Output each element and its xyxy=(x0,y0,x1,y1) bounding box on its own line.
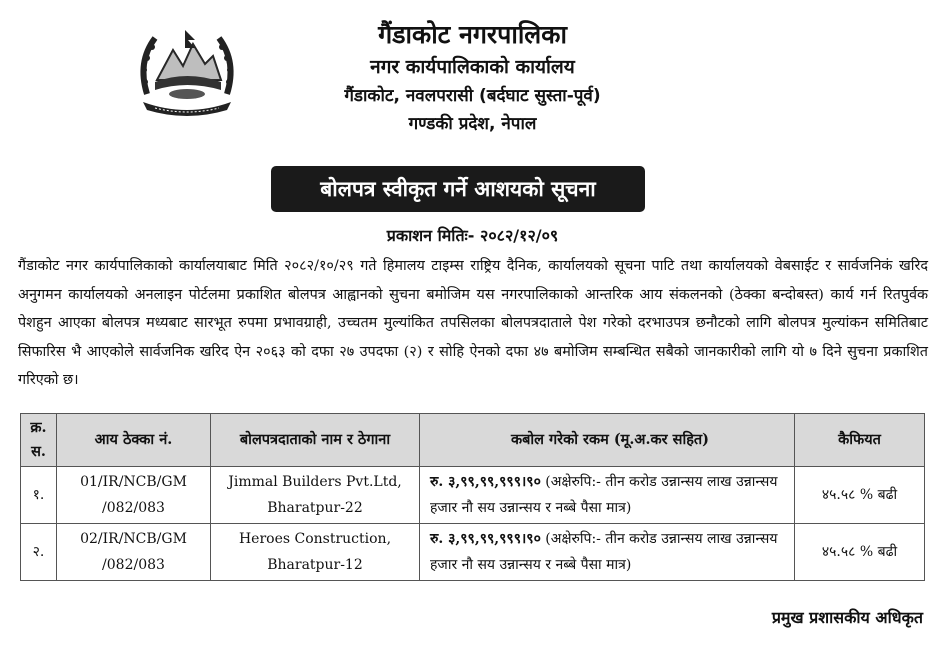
cell-contract-no: 02/IR/NCB/GM /082/083 xyxy=(57,524,211,581)
header-bidder: बोलपत्रदाताको नाम र ठेगाना xyxy=(211,414,420,467)
nepal-coat-of-arms-icon xyxy=(133,22,241,116)
signature-title: प्रमुख प्रशासकीय अधिकृत xyxy=(771,608,923,627)
cell-remark: ४५.५८ % बढी xyxy=(795,467,925,524)
office-name: नगर कार्यपालिकाको कार्यालय xyxy=(370,56,575,78)
organization-name: गैंडाकोट नगरपालिका xyxy=(378,20,567,49)
notice-body: गैंडाकोट नगर कार्यपालिकाको कार्यालयाबाट मिति २०८२/१०/२९ गते हिमालय टाइम्स राष्ट्रिय दैनिक, कार्यालयको सूचना पाटि तथा कार्यालयको वेबसाईट र सार्वजनिकं खरिद अनुगमन कार्यालयको अनलाइन पोर्टलमा प्रकाशित बोलपत्र आह्वानको सुचना बमोजिम यस नगरपालिकाको आन्तरिक आय संकलनको (ठेक्का बन्दोबस्त) कार्य गर्न रितपुर्वक पेशहुन आएका बोलपत्र मध्यबाट सारभूत रुपमा प्रभावग्राही, उच्चतम मुल्यांकित तपसिलका बोलपत्रदाताले पेश गरेको दरभाउपत्र छनौटको लागि बोलपत्र मुल्यांकन समितिबाट सिफारिस भै आएकोले सार्वजनिक खरिद ऐन २०६३ को दफा २७ उपदफा (२) र सोहि ऐनको दफा ४७ बमोजिम सम्बन्धित सबैको जानकारीको लागि यो ७ दिने सुचना प्रकाशित गरिएको छ। xyxy=(18,258,928,388)
bid-table xyxy=(20,413,925,581)
province-name: गण्डकी प्रदेश, नेपाल xyxy=(408,114,537,134)
table-header-row xyxy=(21,414,925,467)
cell-serial: १. xyxy=(21,467,57,524)
amount-words: (अक्षेरुपि:- तीन करोड उन्नान्सय लाख उन्नान्सय हजार नौ सय उन्नान्सय र नब्बे पैसा मात्र) xyxy=(430,531,778,573)
cell-amount xyxy=(420,467,795,524)
office-address: गैंडाकोट, नवलपरासी (बर्दघाट सुस्ता-पूर्व) xyxy=(344,86,601,106)
cell-contract-no: 01/IR/NCB/GM /082/083 xyxy=(57,467,211,524)
cell-amount xyxy=(420,524,795,581)
notice-title-banner xyxy=(271,166,645,212)
notice-title: बोलपत्र स्वीकृत गर्ने आशयको सूचना xyxy=(320,177,596,201)
cell-serial: २. xyxy=(21,524,57,581)
amount-figure: रु. ३,९९,९९,९९९।९० xyxy=(430,474,541,490)
header-remark: कैफियत xyxy=(795,414,925,467)
table-row xyxy=(21,524,925,581)
amount-figure: रु. ३,९९,९९,९९९।९० xyxy=(430,531,541,547)
cell-bidder: Heroes Construction, Bharatpur-12 xyxy=(211,524,420,581)
notice-header xyxy=(0,0,945,160)
amount-words: (अक्षेरुपि:- तीन करोड उन्नान्सय लाख उन्नान्सय हजार नौ सय उन्नान्सय र नब्बे पैसा मात्र) xyxy=(430,474,778,516)
header-amount: कबोल गरेको रकम (मू.अ.कर सहित) xyxy=(420,414,795,467)
header-contract-no: आय ठेक्का नं. xyxy=(57,414,211,467)
table-row xyxy=(21,467,925,524)
header-serial: क्र. स. xyxy=(21,414,57,467)
publish-date: प्रकाशन मितिः- २०८२/१२/०९ xyxy=(386,226,559,245)
cell-bidder: Jimmal Builders Pvt.Ltd, Bharatpur-22 xyxy=(211,467,420,524)
cell-remark: ४५.५८ % बढी xyxy=(795,524,925,581)
